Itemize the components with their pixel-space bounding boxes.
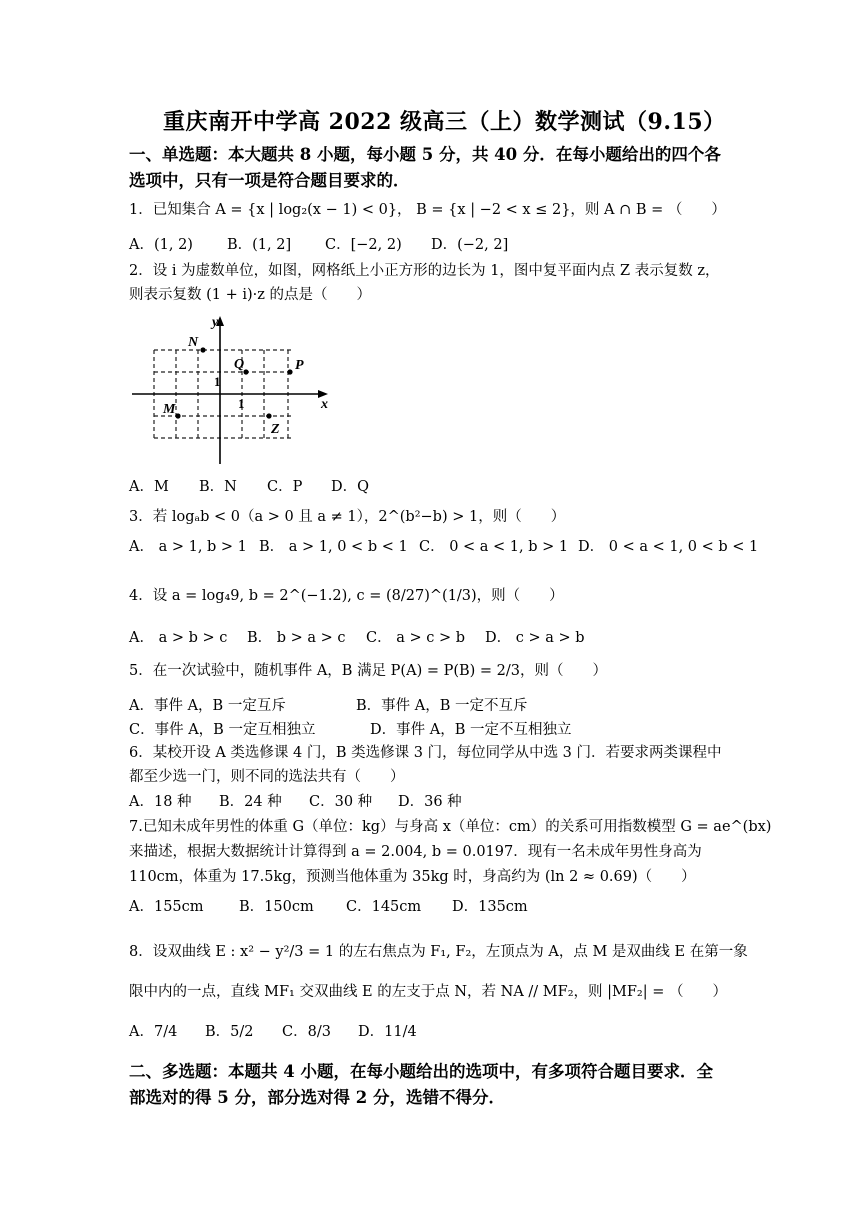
q8-option-d: D．11/4 bbox=[358, 1024, 417, 1040]
page-title: 重庆南开中学高 2022 级高三（上）数学测试（9.15） bbox=[163, 109, 726, 135]
x-axis-label: x bbox=[321, 397, 328, 412]
label-n: N bbox=[188, 335, 199, 350]
q1-option-c: C．[−2, 2) bbox=[325, 237, 402, 253]
q5-option-b: B．事件 A，B 一定不互斥 bbox=[356, 698, 528, 714]
q5-option-a: A．事件 A，B 一定互斥 bbox=[129, 698, 286, 714]
q7-option-d: D．135cm bbox=[452, 899, 528, 915]
q3-option-d: D． 0 < a < 1, 0 < b < 1 bbox=[578, 539, 759, 555]
q7-option-a: A．155cm bbox=[129, 899, 204, 915]
label-q: Q bbox=[234, 357, 245, 372]
q8-option-b: B．5/2 bbox=[205, 1024, 254, 1040]
q7-option-b: B．150cm bbox=[239, 899, 314, 915]
q8-line1: 8．设双曲线 E : x² − y²/3 = 1 的左右焦点为 F₁, F₂，左顶点为 A，点 M 是双曲线 E 在第一象 bbox=[129, 944, 748, 960]
label-z: Z bbox=[271, 422, 280, 437]
q4-option-d: D． c > a > b bbox=[485, 630, 585, 646]
q1-option-d: D．(−2, 2] bbox=[431, 237, 509, 253]
q2-option-b: B．N bbox=[199, 479, 237, 495]
q7-option-c: C．145cm bbox=[346, 899, 422, 915]
q4-option-a: A． a > b > c bbox=[129, 630, 228, 646]
q7-line2: 来描述，根据大数据统计计算得到 a = 2.004, b = 0.0197．现有一名未成年男性身高为 bbox=[129, 844, 702, 860]
q6-option-d: D．36 种 bbox=[398, 794, 462, 810]
y-axis-label: y bbox=[212, 315, 219, 330]
q1-stem: 1．已知集合 A = {x | log₂(x − 1) < 0}， B = {x | −2 < x ≤ 2}，则 A ∩ B = （ ） bbox=[129, 202, 726, 218]
q2-option-d: D．Q bbox=[331, 479, 370, 495]
section1-line1: 一、单选题：本大题共 8 小题，每小题 5 分，共 40 分．在每小题给出的四个各 bbox=[129, 145, 721, 164]
q2-option-c: C．P bbox=[267, 479, 303, 495]
q7-line3: 110cm，体重为 17.5kg，预测当他体重为 35kg 时，身高约为 (ln 2 ≈ 0.69)（ ） bbox=[129, 869, 696, 885]
q3-option-c: C． 0 < a < 1, b > 1 bbox=[419, 539, 569, 555]
point-z bbox=[266, 413, 271, 418]
q6-option-b: B．24 种 bbox=[219, 794, 282, 810]
q2-line1: 2．设 i 为虚数单位，如图，网格纸上小正方形的边长为 1，图中复平面内点 Z 表示复数 z， bbox=[129, 263, 720, 279]
point-m bbox=[175, 413, 180, 418]
q8-option-c: C．8/3 bbox=[282, 1024, 331, 1040]
q1-option-b: B．(1, 2] bbox=[227, 237, 292, 253]
point-n bbox=[200, 347, 205, 352]
q6-option-a: A．18 种 bbox=[129, 794, 192, 810]
section2-line2: 部选对的得 5 分，部分选对得 2 分，选错不得分． bbox=[129, 1088, 505, 1107]
label-m: M bbox=[163, 402, 176, 417]
section2-line1: 二、多选题：本题共 4 小题，在每小题给出的选项中，有多项符合题目要求．全 bbox=[129, 1062, 713, 1081]
q5-option-c: C．事件 A，B 一定互相独立 bbox=[129, 722, 316, 738]
section1-line2: 选项中，只有一项是符合题目要求的． bbox=[129, 171, 410, 190]
q1-option-a: A．(1, 2) bbox=[129, 237, 193, 253]
y-tick-1: 1 bbox=[214, 374, 221, 389]
label-p: P bbox=[295, 358, 304, 373]
q4-option-b: B． b > a > c bbox=[247, 630, 346, 646]
q8-option-a: A．7/4 bbox=[129, 1024, 178, 1040]
q4-option-c: C． a > c > b bbox=[366, 630, 465, 646]
q4-stem: 4．设 a = log₄9, b = 2^(−1.2), c = (8/27)^(1/3)，则（ ） bbox=[129, 588, 564, 604]
q6-option-c: C．30 种 bbox=[309, 794, 373, 810]
point-q bbox=[243, 369, 248, 374]
x-tick-1: 1 bbox=[238, 396, 245, 411]
q8-line2: 限中内的一点，直线 MF₁ 交双曲线 E 的左支于点 N，若 NA // MF₂，则 |MF₂| = （ ） bbox=[129, 984, 727, 1000]
q6-line2: 都至少选一门，则不同的选法共有（ ） bbox=[129, 769, 405, 785]
q5-option-d: D．事件 A，B 一定不互相独立 bbox=[370, 722, 572, 738]
q3-option-b: B． a > 1, 0 < b < 1 bbox=[259, 539, 408, 555]
complex-plane-figure bbox=[128, 312, 336, 468]
q2-option-a: A．M bbox=[129, 479, 169, 495]
q7-line1: 7.已知未成年男性的体重 G（单位：kg）与身高 x（单位：cm）的关系可用指数模型 G = ae^(bx) bbox=[129, 819, 772, 835]
q2-line2: 则表示复数 (1 + i)·z 的点是（ ） bbox=[129, 287, 372, 303]
q6-line1: 6．某校开设 A 类选修课 4 门，B 类选修课 3 门，每位同学从中选 3 门．若要求两类课程中 bbox=[129, 745, 722, 761]
q3-option-a: A． a > 1, b > 1 bbox=[129, 539, 247, 555]
q3-stem: 3．若 logₐb < 0（a > 0 且 a ≠ 1），2^(b²−b) > 1，则（ ） bbox=[129, 509, 566, 525]
point-p bbox=[287, 369, 292, 374]
q5-stem: 5．在一次试验中，随机事件 A，B 满足 P(A) = P(B) = 2/3，则（ ） bbox=[129, 663, 608, 679]
